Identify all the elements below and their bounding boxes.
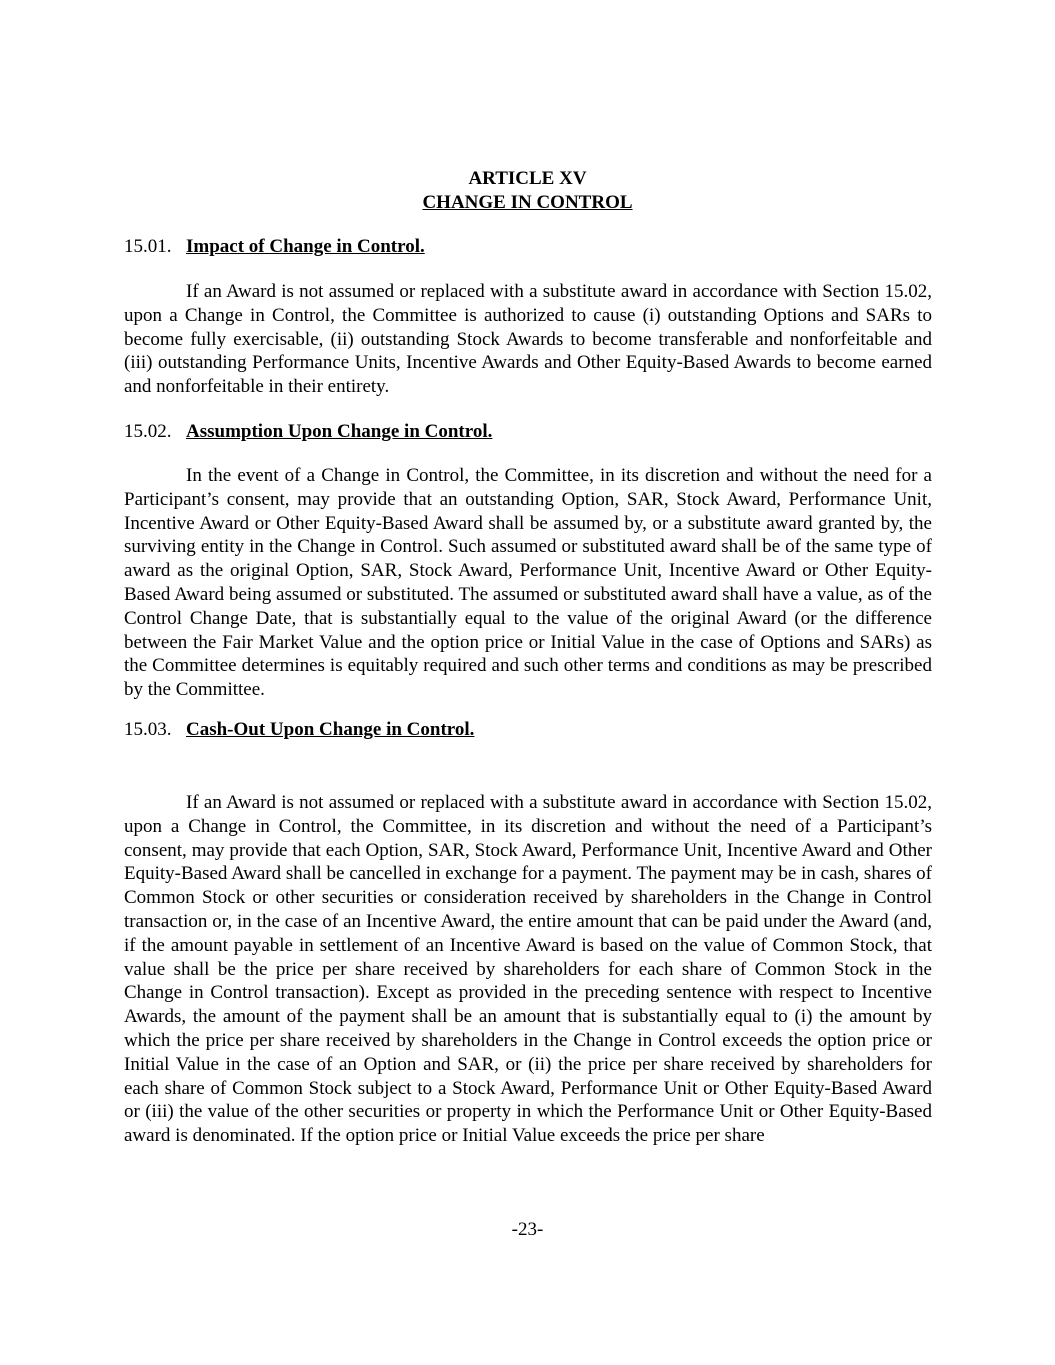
section-paragraph-15-02: In the event of a Change in Control, the Committee, in its discretion and without the need for a Participant’s consent, may provide that an outstanding Option, SAR, Stock Award, Performance Unit, Incentive Award or Other Equity-Based Award shall be assumed by, or a substitute award granted by, the surviving entity in the Change in Control. Such assumed or substituted award shall be of the same type of award as the original Option, SAR, Stock Award, Performance Unit, Incentive Award or Other Equity-Based Award being assumed or substituted. The assumed or substituted award shall have a value, as of the Control Change Date, that is substantially equal to the value of the original Award (or the difference between the Fair Market Value and the option price or Initial Value in the case of Options and SARs) as the Committee determines is equitably required and such other terms and conditions as may be prescribed by the Committee. xyxy=(124,465,932,701)
section-number: 15.03. xyxy=(124,719,172,740)
article-number: ARTICLE XV xyxy=(468,168,587,189)
article-title: CHANGE IN CONTROL xyxy=(422,192,633,213)
section-number: 15.02. xyxy=(124,421,172,442)
section-title: Cash-Out Upon Change in Control. xyxy=(186,719,475,740)
section-heading-15-03 xyxy=(124,718,932,742)
section-title: Impact of Change in Control. xyxy=(186,236,425,257)
page-number: -23- xyxy=(511,1219,544,1240)
section-number: 15.01. xyxy=(124,236,172,257)
section-paragraph-15-01: If an Award is not assumed or replaced with a substitute award in accordance with Section 15.02, upon a Change in Control, the Committee is authorized to cause (i) outstanding Options and SARs to become fully exercisable, (ii) outstanding Stock Awards to become transferable and nonforfeitable and (iii) outstanding Performance Units, Incentive Awards and Other Equity-Based Awards to become earned and nonforfeitable in their entirety. xyxy=(124,281,932,398)
section-heading-15-01 xyxy=(124,235,932,259)
section-title: Assumption Upon Change in Control. xyxy=(186,421,493,442)
section-paragraph-15-03: If an Award is not assumed or replaced with a substitute award in accordance with Section 15.02, upon a Change in Control, the Committee, in its discretion and without the need of a Participant’s consent, may provide that each Option, SAR, Stock Award, Performance Unit, Incentive Award and Other Equity-Based Award shall be cancelled in exchange for a payment. The payment may be in cash, shares of Common Stock or other securities or consideration received by shareholders in the Change in Control transaction or, in the case of an Incentive Award, the entire amount that can be paid under the Award (and, if the amount payable in settlement of an Incentive Award is based on the value of Common Stock, that value shall be the price per share received by shareholders for each share of Common Stock in the Change in Control transaction). Except as provided in the preceding sentence with respect to Incentive Awards, the amount of the payment shall be an amount that is substantially equal to (i) the amount by which the price per share received by shareholders in the Change in Control exceeds the option price or Initial Value in the case of an Option and SAR, or (ii) the price per share received by shareholders for each share of Common Stock subject to a Stock Award, Performance Unit or Other Equity-Based Award or (iii) the value of the other securities or property in which the Performance Unit or Other Equity-Based award is denominated. If the option price or Initial Value exceeds the price per share xyxy=(124,792,932,1147)
section-heading-15-02 xyxy=(124,420,932,444)
